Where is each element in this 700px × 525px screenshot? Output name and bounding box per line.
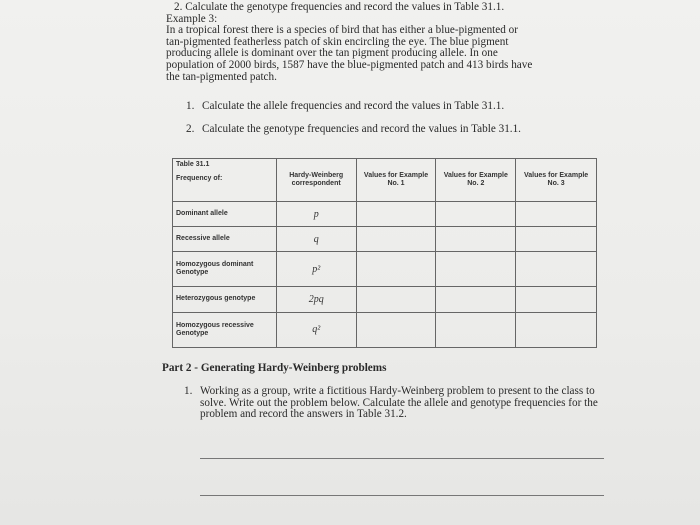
table-row xyxy=(173,312,597,348)
genotype-heading: 2. Calculate the genotype frequencies and record the values in Table 31.1. xyxy=(174,1,505,13)
row-label: Heterozygous genotype xyxy=(173,287,277,312)
value-cell-example-2[interactable] xyxy=(436,202,516,227)
step-text: Calculate the genotype frequencies and record the values in Table 31.1. xyxy=(202,123,521,135)
value-cell-example-1[interactable] xyxy=(356,312,436,348)
header-example-1: Values for Example No. 1 xyxy=(356,159,436,202)
header-example-3: Values for Example No. 3 xyxy=(516,159,597,202)
row-label: Homozygous dominant Genotype xyxy=(173,252,277,287)
step-text: Calculate the allele frequencies and record the values in Table 31.1. xyxy=(202,100,505,112)
item-number: 1. xyxy=(184,385,193,397)
example-line: In a tropical forest there is a species of bird that has either a blue-pigmented or xyxy=(166,24,518,37)
example-line: the tan-pigmented patch. xyxy=(166,70,277,83)
table-row xyxy=(173,202,597,227)
hw-symbol: q xyxy=(276,227,356,252)
example-line: population of 2000 birds, 1587 have the blue-pigmented patch and 413 birds have xyxy=(166,58,533,71)
row-label: Dominant allele xyxy=(173,202,277,227)
example-line: tan-pigmented featherless patch of skin encircling the eye. The blue pigment xyxy=(166,35,509,48)
value-cell-example-1[interactable] xyxy=(356,252,436,287)
example-line: producing allele is dominant over the tan pigment producing allele. In one xyxy=(166,47,498,60)
part-2-title: Part 2 - Generating Hardy-Weinberg problems xyxy=(162,362,387,374)
table-31-1 xyxy=(172,158,597,348)
answer-line[interactable] xyxy=(200,458,604,459)
hw-symbol: q² xyxy=(276,312,356,348)
hw-symbol: p² xyxy=(276,252,356,287)
value-cell-example-2[interactable] xyxy=(436,252,516,287)
example-label: Example 3: xyxy=(166,12,218,25)
step-item xyxy=(186,100,521,112)
step-number: 1. xyxy=(186,100,195,112)
value-cell-example-3[interactable] xyxy=(516,202,597,227)
hw-symbol: p xyxy=(276,202,356,227)
table-row xyxy=(173,252,597,287)
table-caption: Table 31.1 xyxy=(173,159,277,176)
step-item xyxy=(186,123,521,135)
table-row xyxy=(173,287,597,312)
value-cell-example-3[interactable] xyxy=(516,252,597,287)
hw-symbol: 2pq xyxy=(276,287,356,312)
value-cell-example-2[interactable] xyxy=(436,287,516,312)
header-example-2: Values for Example No. 2 xyxy=(436,159,516,202)
value-cell-example-1[interactable] xyxy=(356,287,436,312)
value-cell-example-2[interactable] xyxy=(436,312,516,348)
corner-label: Frequency of: xyxy=(173,175,277,202)
row-label: Recessive allele xyxy=(173,227,277,252)
part-2-item xyxy=(184,386,604,421)
value-cell-example-3[interactable] xyxy=(516,227,597,252)
step-number: 2. xyxy=(186,123,195,135)
header-hw-correspondent: Hardy-Weinberg correspondent xyxy=(276,159,356,202)
example-3-section xyxy=(166,2,596,83)
answer-line[interactable] xyxy=(200,495,604,496)
value-cell-example-1[interactable] xyxy=(356,227,436,252)
value-cell-example-1[interactable] xyxy=(356,202,436,227)
value-cell-example-3[interactable] xyxy=(516,312,597,348)
item-text: Working as a group, write a fictitious Hardy-Weinberg problem to present to the class to solve. Write out the problem below. Calculate the allele and genotype frequencies for the problem and record the answers in Table 31.2. xyxy=(200,385,598,420)
instruction-steps xyxy=(186,100,521,146)
value-cell-example-3[interactable] xyxy=(516,287,597,312)
row-label: Homozygous recessive Genotype xyxy=(173,312,277,348)
table-row xyxy=(173,227,597,252)
value-cell-example-2[interactable] xyxy=(436,227,516,252)
